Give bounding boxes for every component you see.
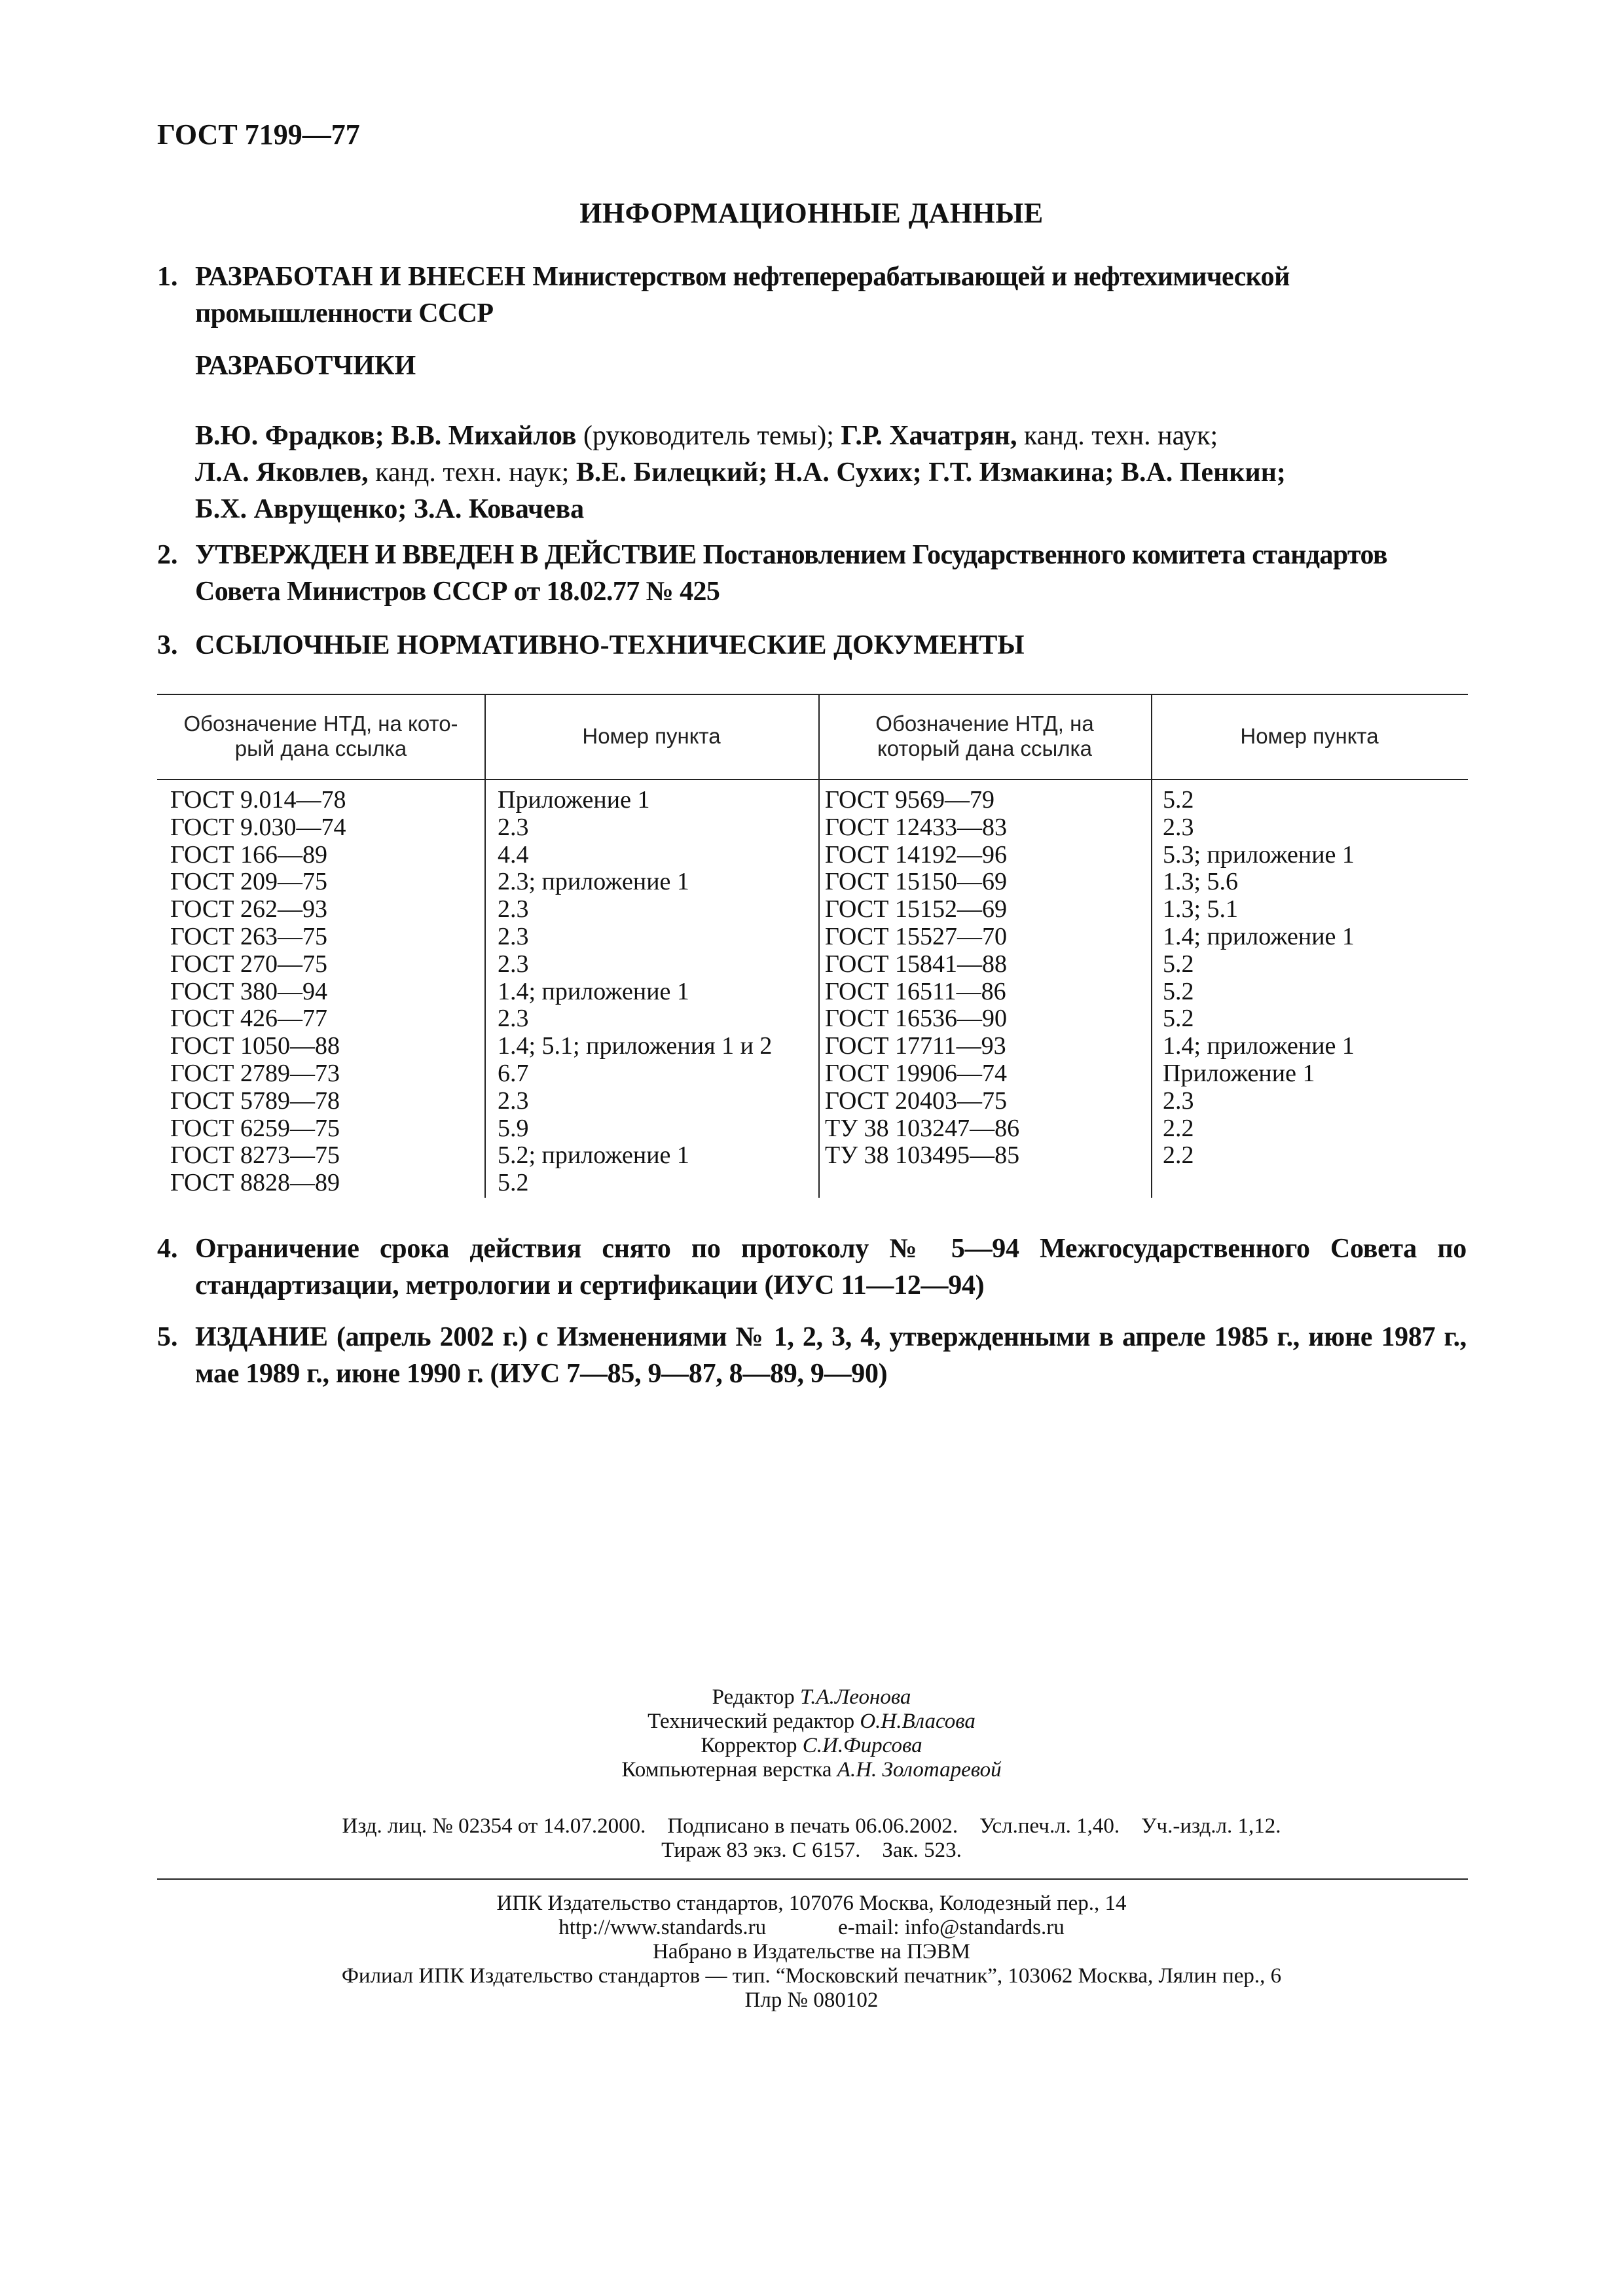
info-title: ИНФОРМАЦИОННЫЕ ДАННЫЕ <box>579 197 1044 229</box>
publisher-branch: Филиал ИПК Издательство стандартов — тип. “Московский печатник”, 103062 Москва, Лялин пер., 6 <box>341 1964 1282 1988</box>
table-column-right-docs <box>825 787 1019 1170</box>
left-item-cell: 5.2; приложение 1 <box>498 1141 689 1170</box>
right-item-cell: 2.2 <box>1163 1141 1194 1170</box>
right-item-cell: 1.3; 5.6 <box>1163 868 1239 896</box>
right-doc-cell: ГОСТ 16536—90 <box>825 1005 1007 1033</box>
publisher-contacts <box>0 1916 1623 1940</box>
left-item-cell: 1.4; приложение 1 <box>498 977 689 1005</box>
developer-name: В.Ю. Фрадков; <box>195 421 384 451</box>
left-doc-cell: ГОСТ 2789—73 <box>170 1059 340 1087</box>
left-doc-cell: ГОСТ 5789—78 <box>170 1086 340 1115</box>
left-doc-cell: ГОСТ 270—75 <box>170 950 327 978</box>
right-item-cell: 1.4; приложение 1 <box>1163 1032 1355 1060</box>
right-item-cell: 5.2 <box>1163 1005 1194 1033</box>
right-doc-cell: ГОСТ 12433—83 <box>825 813 1007 841</box>
table-header-cell: Обозначение НТД, на который дана ссылка <box>875 711 1094 761</box>
developer-note: канд. техн. наук; <box>375 457 570 488</box>
right-doc-cell: ГОСТ 14192—96 <box>825 840 1007 869</box>
right-doc-cell: ГОСТ 9569—79 <box>825 786 994 814</box>
table-column-left-docs <box>170 787 346 1197</box>
right-item-cell: 1.3; 5.1 <box>1163 895 1239 924</box>
print-info-line2: Тираж 83 экз. С 6157. Зак. 523. <box>661 1839 962 1862</box>
right-doc-cell: ГОСТ 20403—75 <box>825 1086 1007 1115</box>
section-5-text: ИЗДАНИЕ (апрель 2002 г.) с Изменениями № 1, 2, 3, 4, утвержденными в апреле 1985 г., июне 1987 г., мае 1989 г., июне 1990 г. (ИУС 7—85, 9—87, 8—89, 9—90) <box>195 1322 1467 1389</box>
left-item-cell: 2.3 <box>498 895 529 924</box>
right-item-cell: Приложение 1 <box>1163 1059 1315 1087</box>
section-2 <box>157 537 1467 610</box>
section-1-lead: РАЗРАБОТАН И ВНЕСЕН <box>195 262 526 292</box>
credit-tech-editor: Технический редактор О.Н.Власова <box>647 1710 976 1733</box>
developers-list <box>195 418 1468 528</box>
developer-note: (руководитель темы); <box>583 421 834 451</box>
developer-name: В.А. Пенкин; <box>1120 457 1286 488</box>
section-5 <box>157 1319 1467 1392</box>
right-item-cell: 5.2 <box>1163 950 1194 978</box>
right-doc-cell: ГОСТ 17711—93 <box>825 1032 1006 1060</box>
right-doc-cell: ГОСТ 19906—74 <box>825 1059 1007 1087</box>
print-info-line1: Изд. лиц. № 02354 от 14.07.2000. Подписано в печать 06.06.2002. Усл.печ.л. 1,40. Уч.-изд.л. 1,12. <box>342 1814 1281 1838</box>
left-item-cell: 2.3; приложение 1 <box>498 868 689 896</box>
table-header-cell: Обозначение НТД, на кото- рый дана ссылка <box>183 711 458 761</box>
left-item-cell: 5.2 <box>498 1169 529 1197</box>
developer-name: Н.А. Сухих; <box>774 457 922 488</box>
left-doc-cell: ГОСТ 209—75 <box>170 868 327 896</box>
publisher-website[interactable]: http://www.standards.ru <box>558 1916 767 1939</box>
right-doc-cell: ГОСТ 15841—88 <box>825 950 1007 978</box>
section-number: 4. <box>157 1234 178 1264</box>
developer-name: Л.А. Яковлев, <box>195 457 369 488</box>
section-3-title: ССЫЛОЧНЫЕ НОРМАТИВНО-ТЕХНИЧЕСКИЕ ДОКУМЕНТЫ <box>195 630 1025 660</box>
developer-name: Г.Р. Хачатрян, <box>841 421 1017 451</box>
right-item-cell: 2.2 <box>1163 1114 1194 1142</box>
left-doc-cell: ГОСТ 380—94 <box>170 977 327 1005</box>
right-doc-cell: ТУ 38 103247—86 <box>825 1114 1020 1142</box>
section-number: 1. <box>157 262 178 292</box>
right-doc-cell: ГОСТ 15150—69 <box>825 868 1007 896</box>
left-doc-cell: ГОСТ 263—75 <box>170 922 327 950</box>
left-doc-cell: ГОСТ 1050—88 <box>170 1032 340 1060</box>
right-item-cell: 2.3 <box>1163 1086 1194 1115</box>
credit-layout: Компьютерная верстка А.Н. Золотаревой <box>621 1758 1002 1782</box>
left-item-cell: 1.4; 5.1; приложения 1 и 2 <box>498 1032 773 1060</box>
section-3 <box>157 627 1467 664</box>
table-column-right-items <box>1163 787 1355 1170</box>
publisher-info <box>0 1892 1623 2013</box>
publisher-address: ИПК Издательство стандартов, 107076 Москва, Колодезный пер., 14 <box>496 1892 1127 1915</box>
left-doc-cell: ГОСТ 8273—75 <box>170 1141 340 1170</box>
document-code: ГОСТ 7199—77 <box>157 118 360 151</box>
developers-label: РАЗРАБОТЧИКИ <box>195 351 416 381</box>
right-item-cell: 5.3; приложение 1 <box>1163 840 1355 869</box>
left-doc-cell: ГОСТ 9.030—74 <box>170 813 346 841</box>
left-doc-cell: ГОСТ 426—77 <box>170 1005 327 1033</box>
left-item-cell: 2.3 <box>498 813 529 841</box>
left-doc-cell: ГОСТ 6259—75 <box>170 1114 340 1142</box>
developer-name: Г.Т. Измакина; <box>928 457 1114 488</box>
section-4-text: Ограничение срока действия снято по протоколу № 5—94 Межгосударственного Совета по стандартизации, метрологии и сертификации (ИУС 11—12—94) <box>195 1234 1467 1300</box>
print-info <box>0 1814 1623 1863</box>
left-item-cell: 2.3 <box>498 922 529 950</box>
developer-name: Б.Х. Аврущенко; <box>195 494 407 524</box>
section-1-body: Министерством нефтеперерабатывающей и нефтехимической промышленности СССР <box>195 262 1290 329</box>
section-number: 2. <box>157 540 178 570</box>
right-doc-cell: ГОСТ 15152—69 <box>825 895 1007 924</box>
developer-note: канд. техн. наук; <box>1023 421 1218 451</box>
left-doc-cell: ГОСТ 166—89 <box>170 840 327 869</box>
right-item-cell: 1.4; приложение 1 <box>1163 922 1355 950</box>
editorial-credits <box>0 1685 1623 1782</box>
section-number: 5. <box>157 1322 178 1352</box>
section-2-text: УТВЕРЖДЕН И ВВЕДЕН В ДЕЙСТВИЕ Постановлением Государственного комитета стандартов Совета Министров СССР от 18.02.77 № 425 <box>195 540 1387 607</box>
left-item-cell: 5.9 <box>498 1114 529 1142</box>
left-doc-cell: ГОСТ 262—93 <box>170 895 327 924</box>
section-1 <box>157 259 1467 332</box>
left-doc-cell: ГОСТ 8828—89 <box>170 1169 340 1197</box>
publisher-email[interactable]: e-mail: info@standards.ru <box>838 1916 1065 1939</box>
credit-editor: Редактор Т.А.Леонова <box>712 1685 911 1709</box>
right-item-cell: 2.3 <box>1163 813 1194 841</box>
developer-name: В.Е. Билецкий; <box>575 457 768 488</box>
table-header-cell: Номер пункта <box>1240 724 1379 748</box>
left-item-cell: 6.7 <box>498 1059 529 1087</box>
section-1-text <box>195 259 1467 332</box>
publisher-license: Плр № 080102 <box>744 1988 879 2012</box>
left-item-cell: Приложение 1 <box>498 786 650 814</box>
table-header-cell: Номер пункта <box>582 724 721 748</box>
table-rule-header <box>157 779 1468 780</box>
left-item-cell: 2.3 <box>498 1086 529 1115</box>
credit-corrector: Корректор С.И.Фирсова <box>701 1734 922 1757</box>
section-4 <box>157 1230 1467 1304</box>
left-item-cell: 2.3 <box>498 950 529 978</box>
developer-name: В.В. Михайлов <box>391 421 577 451</box>
developer-name: З.А. Ковачева <box>413 494 585 524</box>
left-doc-cell: ГОСТ 9.014—78 <box>170 786 346 814</box>
footer-rule <box>157 1878 1468 1880</box>
right-doc-cell: ГОСТ 16511—86 <box>825 977 1006 1005</box>
publisher-typeset: Набрано в Издательстве на ПЭВМ <box>653 1940 970 1964</box>
left-item-cell: 4.4 <box>498 840 529 869</box>
right-doc-cell: ГОСТ 15527—70 <box>825 922 1007 950</box>
right-doc-cell: ТУ 38 103495—85 <box>825 1141 1020 1170</box>
section-number: 3. <box>157 630 178 660</box>
table-column-left-items <box>498 787 772 1197</box>
left-item-cell: 2.3 <box>498 1005 529 1033</box>
right-item-cell: 5.2 <box>1163 977 1194 1005</box>
right-item-cell: 5.2 <box>1163 786 1194 814</box>
